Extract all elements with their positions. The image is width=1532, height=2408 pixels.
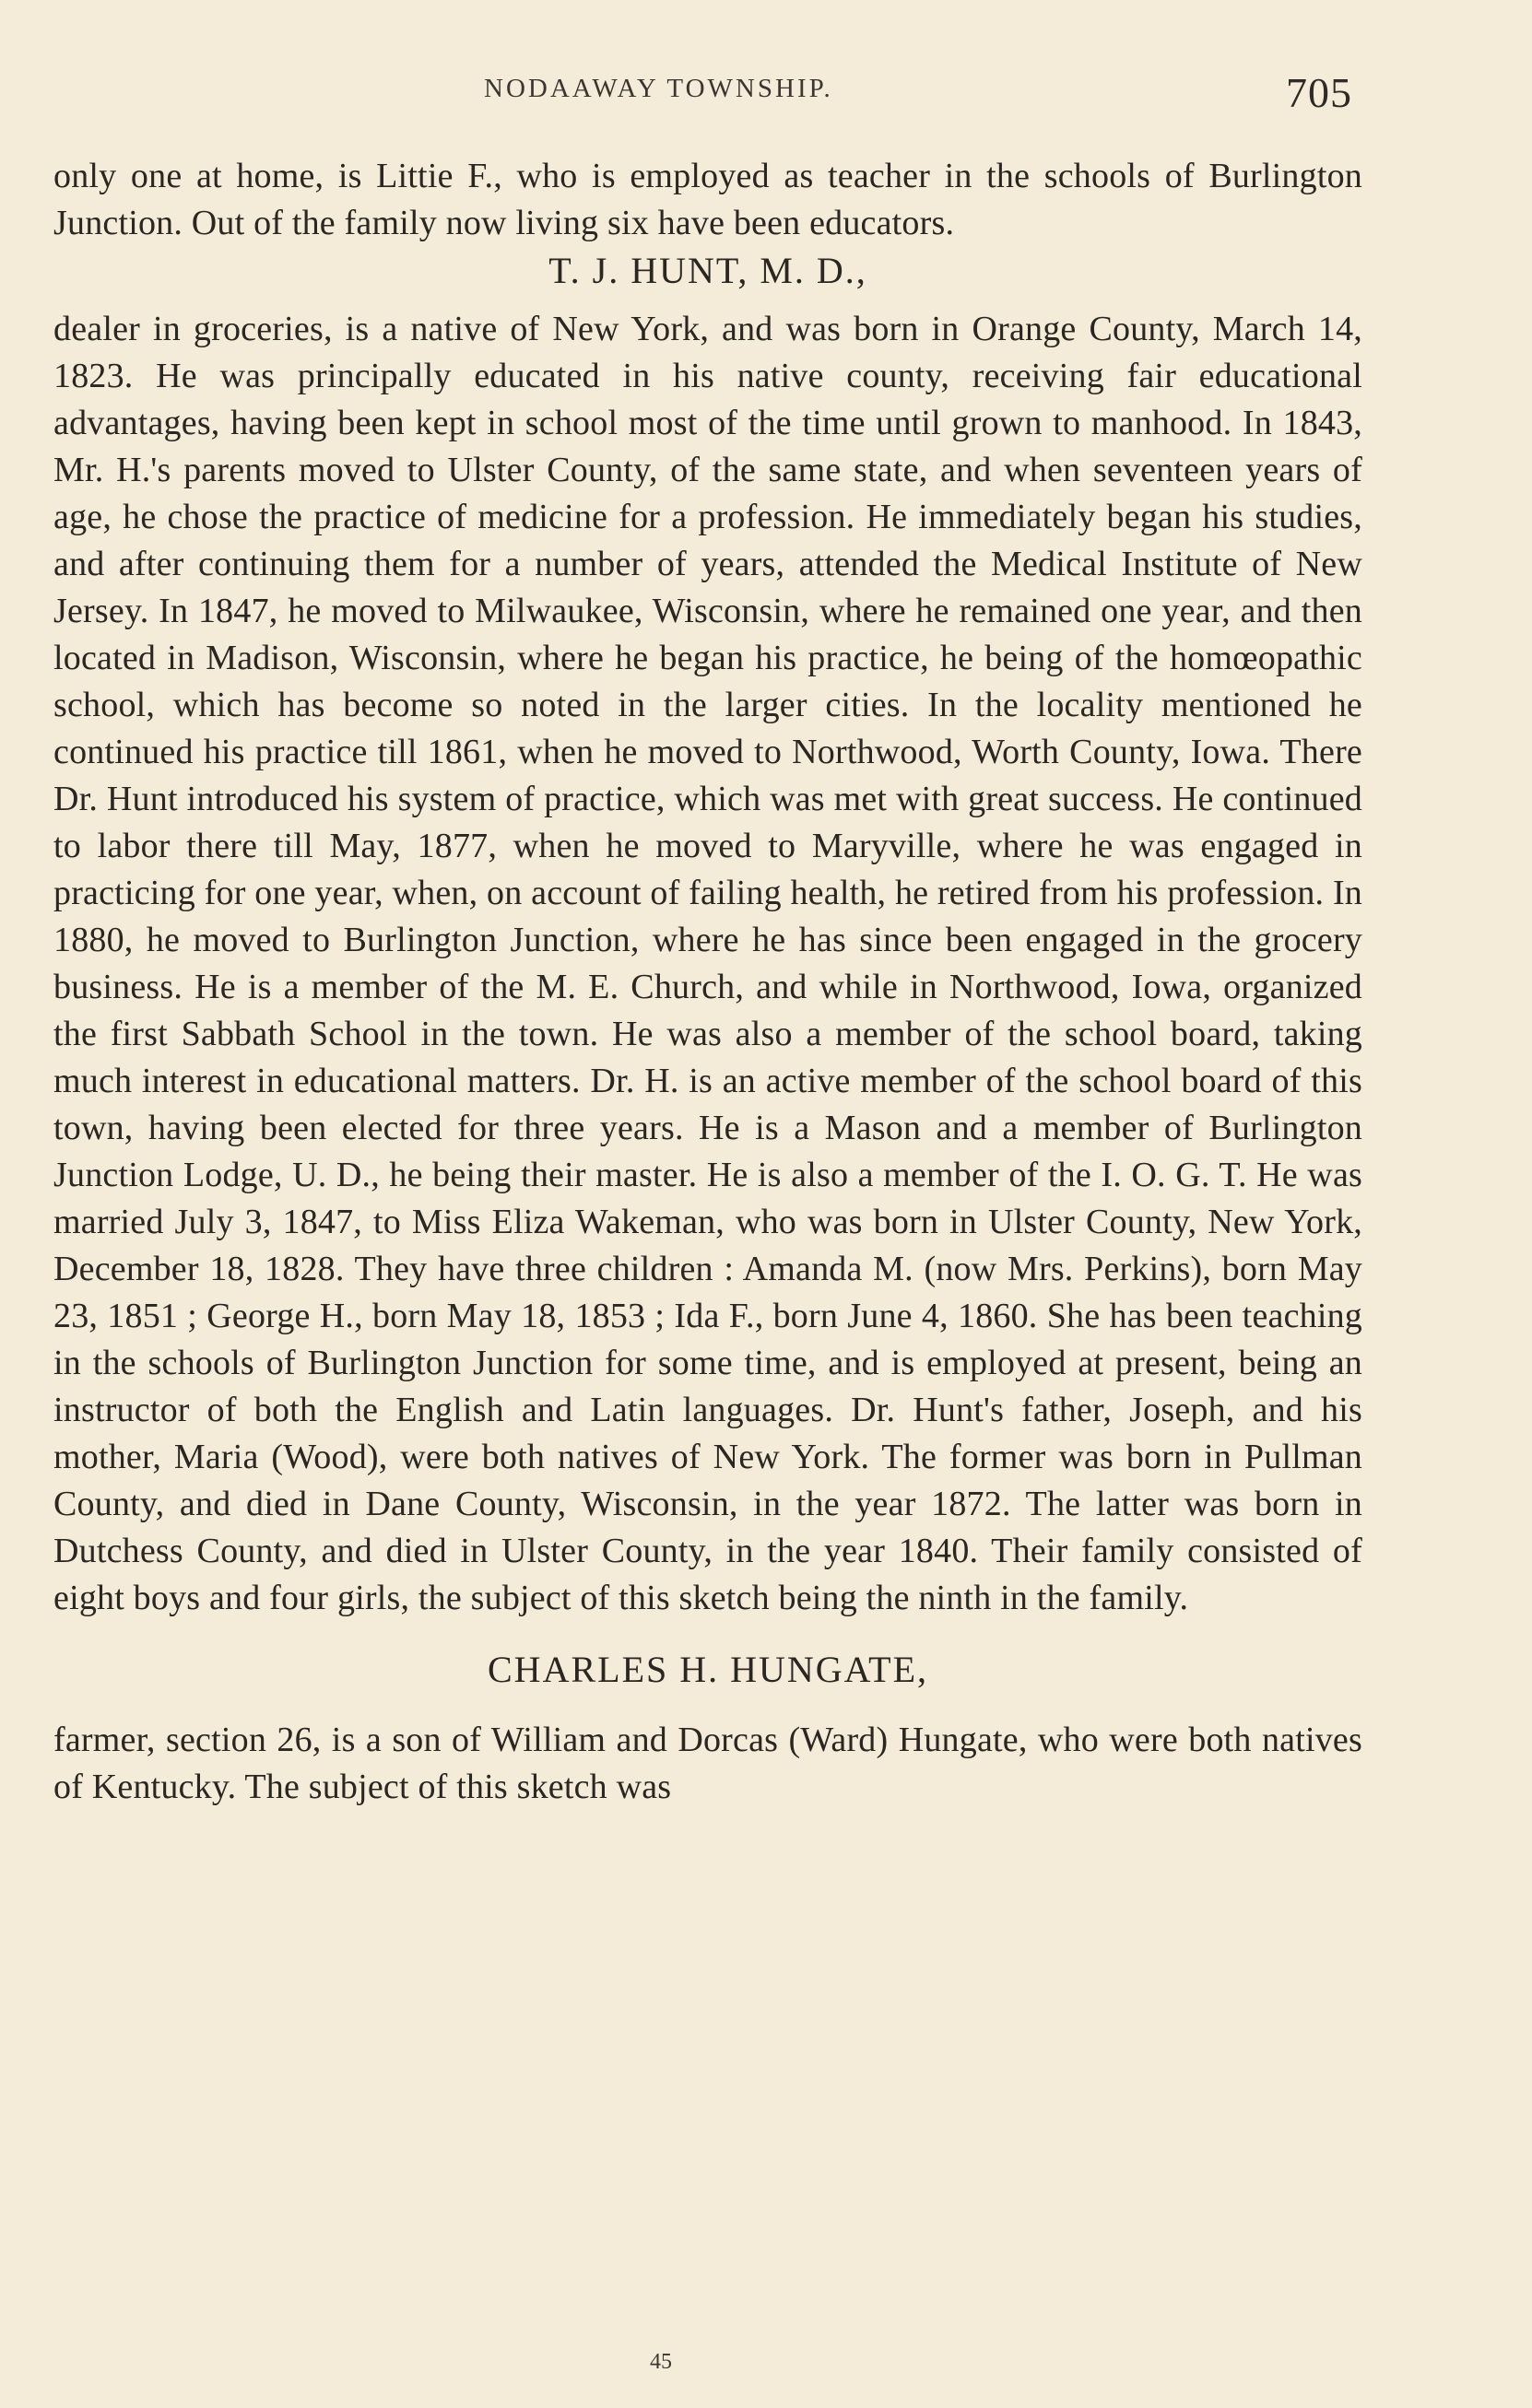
running-head: NODAAWAY TOWNSHIP. — [484, 74, 833, 103]
entry-text-hunt: dealer in groceries, is a native of New York, and was born in Orange County, March 14, 1823. He was principally educated in his native county, receiving fair educational advantages, having been kept in school most of the time until grown to manhood. In 1843, Mr. H.'s parents moved to Ulster County, of the same state, and when seventeen years of age, he chose the practice of medicine for a profession. He immediately began his studies, and after continuing them for a number of years, attended the Medical Institute of New Jersey. In 1847, he moved to Milwaukee, Wisconsin, where he remained one year, and then located in Madison, Wisconsin, where he began his practice, he being of the homœopathic school, which has become so noted in the larger cities. In the locality mentioned he continued his practice till 1861, when he moved to Northwood, Worth County, Iowa. There Dr. Hunt introduced his system of practice, which was met with great success. He continued to labor there till May, 1877, when he moved to Maryville, where he was engaged in practicing for one year, when, on account of failing health, he retired from his profession. In 1880, he moved to Burlington Junction, where he has since been engaged in the grocery business. He is a member of the M. E. Church, and while in Northwood, Iowa, organized the first Sabbath School in the town. He was also a member of the school board, taking much interest in educational matters. Dr. H. is an active member of the school board of this town, having been elected for three years. He is a Mason and a member of Burlington Junction Lodge, U. D., he being their master. He is also a member of the I. O. G. T. He was married July 3, 1847, to Miss Eliza Wakeman, who was born in Ulster County, New York, December 18, 1828. They have three children : Amanda M. (now Mrs. Perkins), born May 23, 1851 ; George H., born May 18, 1853 ; Ida F., born June 4, 1860. She has been teaching in the schools of Burlington Junction for some time, and is employed at present, being an instructor of both the English and Latin languages. Dr. Hunt's father, Joseph, and his mother, Maria (Wood), were both natives of New York. The former was born in Pullman County, and died in Dane County, Wisconsin, in the year 1872. The latter was born in Dutchess County, and died in Ulster County, in the year 1840. Their family consisted of eight boys and four girls, the subject of this sketch being the ninth in the family. — [53, 310, 1362, 1617]
entry-text-hungate: farmer, section 26, is a son of William and Dorcas (Ward) Hungate, who were both natives of Kentucky. The subject of this sketch was — [53, 1721, 1362, 1806]
entry-heading-hungate: CHARLES H. HUNGATE, — [488, 1649, 928, 1690]
page-number: 705 — [1286, 69, 1352, 116]
entry-heading-hunt: T. J. HUNT, M. D., — [548, 250, 867, 291]
continuation-paragraph: only one at home, is Littie F., who is employed as teacher in the schools of Burlington Junction. Out of the family now living six have been educators. — [53, 157, 1362, 242]
text-column — [53, 153, 1362, 1811]
signature-mark: 45 — [650, 2350, 672, 2374]
